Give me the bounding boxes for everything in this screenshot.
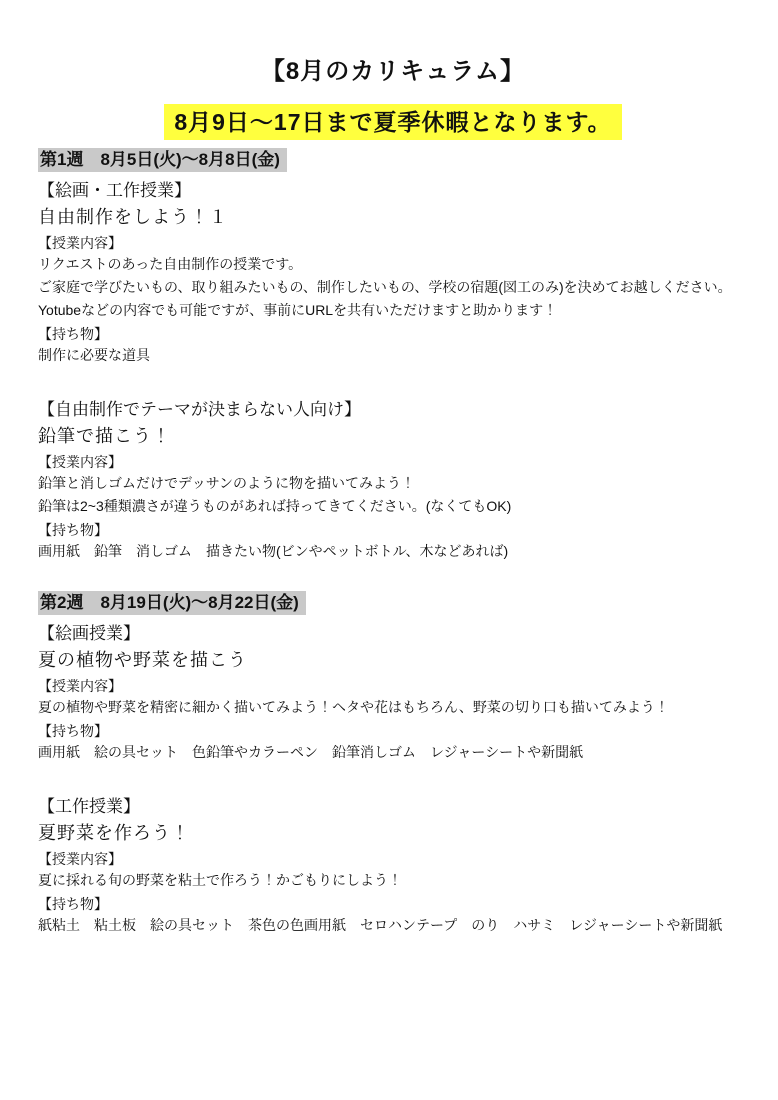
content-label: 【授業内容】 <box>38 235 122 251</box>
content-label: 【授業内容】 <box>38 678 122 694</box>
lesson-category: 【絵画・工作授業】 <box>38 181 191 200</box>
vacation-notice-highlight: 8月9日〜17日まで夏季休暇となります。 <box>164 104 621 140</box>
belongings-line: 紙粘土 粘土板 絵の具セット 茶色の色画用紙 セロハンテープ のり ハサミ レジャーシートや新聞紙 <box>38 917 723 933</box>
belongings-line: 画用紙 絵の具セット 色鉛筆やカラーペン 鉛筆消しゴム レジャーシートや新聞紙 <box>38 744 584 760</box>
week-1-section <box>38 148 748 563</box>
belongings-line: 画用紙 鉛筆 消しゴム 描きたい物(ビンやペットボトル、木などあれば) <box>38 543 509 559</box>
lesson-category: 【自由制作でテーマが決まらない人向け】 <box>38 400 361 419</box>
belongings-label: 【持ち物】 <box>38 896 108 912</box>
week-2-header-row <box>38 591 748 615</box>
week-2-header: 第2週 8月19日(火)〜8月22日(金) <box>38 591 306 615</box>
content-line: Yotubeなどの内容でも可能ですが、事前にURLを共有いただけますと助かります！ <box>38 302 558 318</box>
week-1-lesson-1 <box>38 180 748 367</box>
lesson-title: 自由制作をしよう！１ <box>38 207 228 227</box>
vacation-notice-row <box>38 104 748 140</box>
content-label: 【授業内容】 <box>38 454 122 470</box>
week-2-lesson-1 <box>38 623 748 764</box>
belongings-label: 【持ち物】 <box>38 723 108 739</box>
belongings-line: 制作に必要な道具 <box>38 347 150 363</box>
belongings-label: 【持ち物】 <box>38 326 108 342</box>
content-line: 夏に採れる旬の野菜を粘土で作ろう！かごもりにしよう！ <box>38 872 402 888</box>
lesson-title: 夏の植物や野菜を描こう <box>38 650 247 670</box>
page-title: 【8月のカリキュラム】 <box>260 58 526 85</box>
lesson-category: 【工作授業】 <box>38 797 140 816</box>
belongings-label: 【持ち物】 <box>38 522 108 538</box>
week-2-section <box>38 591 748 937</box>
lesson-title: 鉛筆で描こう！ <box>38 426 171 446</box>
week-2-lesson-2 <box>38 796 748 937</box>
content-line: リクエストのあった自由制作の授業です。 <box>38 256 303 272</box>
lesson-category: 【絵画授業】 <box>38 624 140 643</box>
content-line: 鉛筆は2~3種類濃さが違うものがあれば持ってきてください。(なくてもOK) <box>38 498 512 514</box>
content-line: 夏の植物や野菜を精密に細かく描いてみよう！ヘタや花はもちろん、野菜の切り口も描いてみよう！ <box>38 699 669 715</box>
content-label: 【授業内容】 <box>38 851 122 867</box>
lesson-title: 夏野菜を作ろう！ <box>38 823 190 843</box>
content-line: 鉛筆と消しゴムだけでデッサンのように物を描いてみよう！ <box>38 475 416 491</box>
week-1-header: 第1週 8月5日(火)〜8月8日(金) <box>38 148 287 172</box>
week-1-header-row <box>38 148 748 172</box>
week-1-lesson-2 <box>38 399 748 563</box>
content-line: ご家庭で学びたいもの、取り組みたいもの、制作したいもの、学校の宿題(図工のみ)を決めてお越しください。 <box>38 279 732 295</box>
